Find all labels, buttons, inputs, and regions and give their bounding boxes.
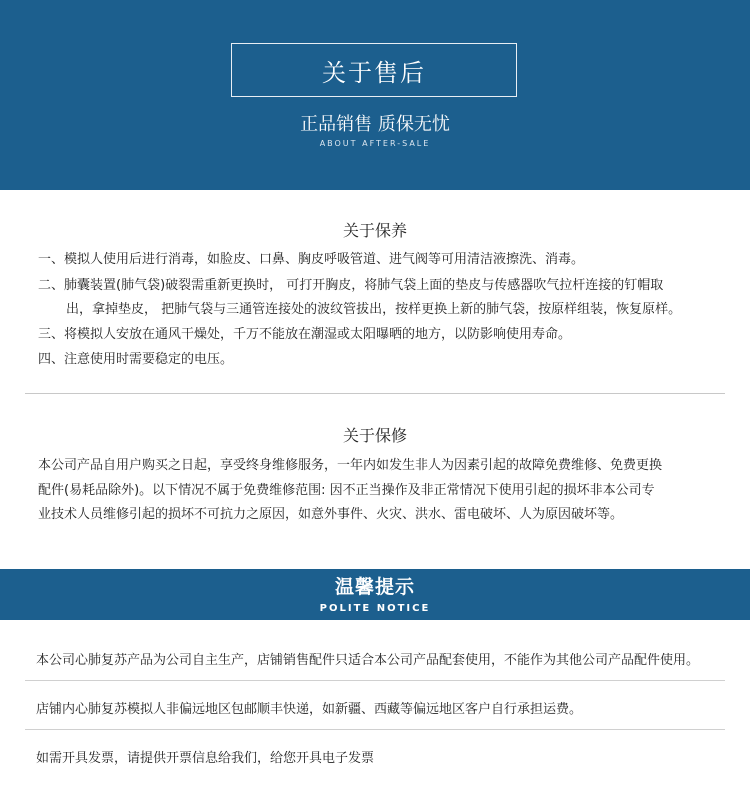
hero-title: 关于售后 <box>322 58 426 87</box>
warranty-title: 关于保修 <box>342 426 407 445</box>
hero-subtitle: 正品销售 质保无忧 <box>300 114 450 135</box>
notice-item: 如需开具发票，请提供开票信息给我们，给您开具电子发票 <box>36 751 375 766</box>
maintenance-title: 关于保养 <box>342 221 407 240</box>
maintenance-line: 一、模拟人使用后进行消毒，如脸皮、口鼻、胸皮呼吸管道、进气阀等可用清洁液擦洗、消毒。 <box>38 252 585 267</box>
warranty-line: 业技术人员维修引起的损坏不可抗力之原因，如意外事件、火灾、洪水、雷电破坏、人为原因破坏等。 <box>38 507 624 522</box>
notice-item: 本公司心肺复苏产品为公司自主生产，店铺销售配件只适合本公司产品配套使用，不能作为其他公司产品配件使用。 <box>36 653 700 668</box>
maintenance-line: 三、将模拟人安放在通风干燥处，千万不能放在潮湿或太阳曝晒的地方，以防影响使用寿命。 <box>38 327 572 342</box>
maintenance-line: 出，拿掉垫皮， 把肺气袋与三通管连接处的波纹管拔出，按样更换上新的肺气袋，按原样组装，恢复原样。 <box>66 302 682 317</box>
hero-title-frame <box>231 43 517 97</box>
notice-title: 温馨提示 <box>334 576 415 598</box>
maintenance-line: 四、注意使用时需要稳定的电压。 <box>38 352 234 367</box>
warranty-line: 本公司产品自用户购买之日起，享受终身维修服务，一年内如发生非人为因素引起的故障免费维修、免费更换 <box>38 458 663 473</box>
section-divider <box>25 393 725 394</box>
notice-divider <box>25 680 725 681</box>
hero-subtitle-en: ABOUT AFTER-SALE <box>319 139 431 148</box>
notice-subtitle-en: POLITE NOTICE <box>319 603 431 614</box>
hero-banner <box>0 0 750 190</box>
notice-banner <box>0 569 750 620</box>
maintenance-line: 二、肺囊装置(肺气袋)破裂需重新更换时， 可打开胸皮，将肺气袋上面的垫皮与传感器吹气拉杆连接的钉帽取 <box>38 278 664 293</box>
warranty-line: 配件(易耗品除外)。以下情况不属于免费维修范围: 因不正当操作及非正常情况下使用引起的损坏非本公司专 <box>38 483 655 498</box>
notice-divider <box>25 729 725 730</box>
notice-item: 店铺内心肺复苏模拟人非偏远地区包邮顺丰快递，如新疆、西藏等偏远地区客户自行承担运费。 <box>36 702 583 717</box>
